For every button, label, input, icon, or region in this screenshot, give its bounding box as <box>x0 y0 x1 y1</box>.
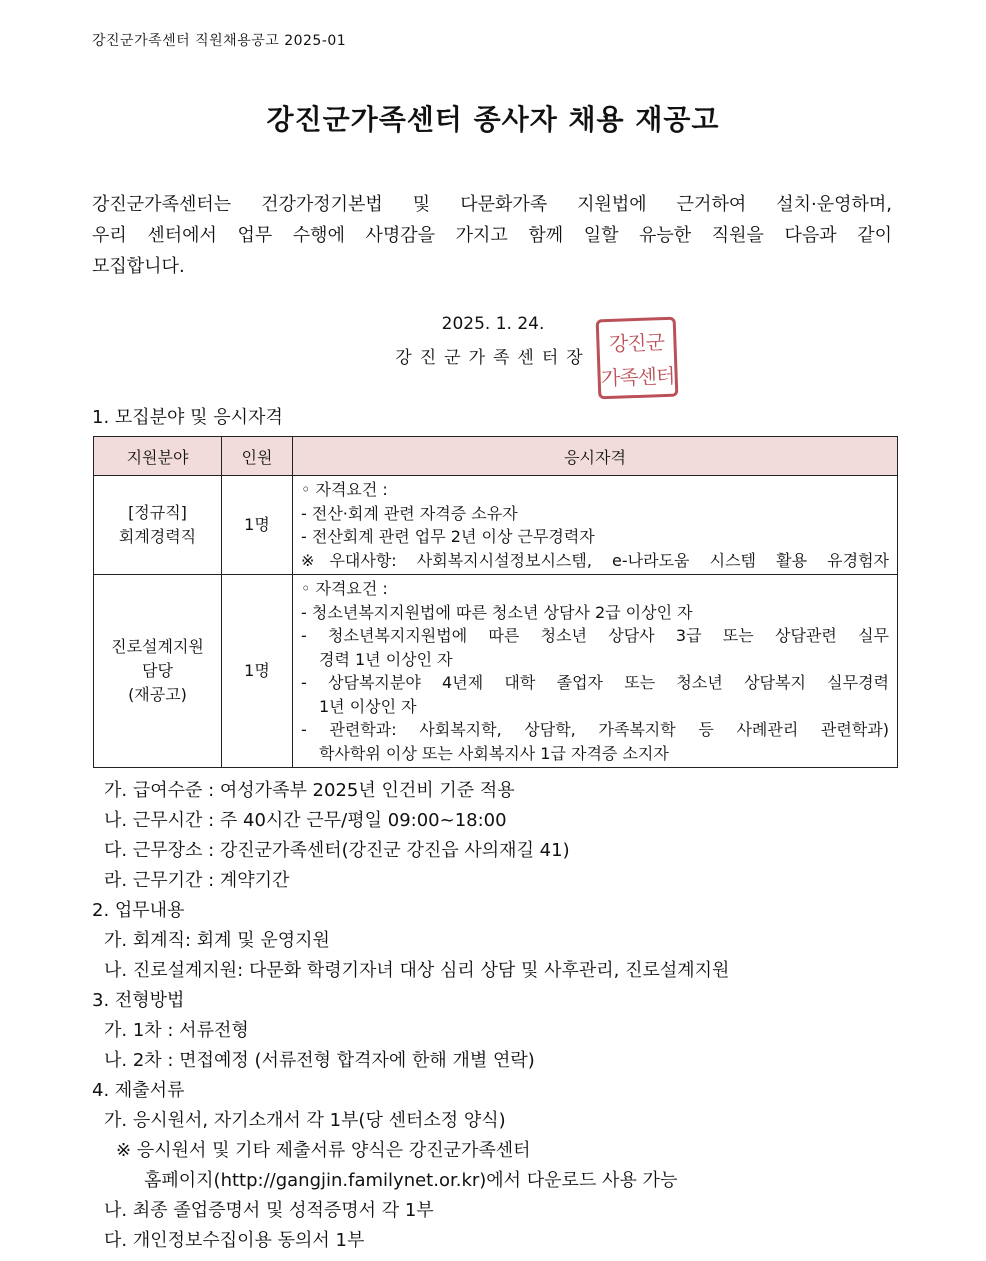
requirement-line: ◦ 자격요건 : <box>301 480 388 499</box>
intro-line: 모집합니다. <box>92 256 185 277</box>
requirement-line: 학사학위 이상 또는 사회복지사 1급 자격증 소지자 <box>319 743 669 763</box>
list-item: 다. 개인정보수집이용 동의서 1부 <box>104 1230 365 1251</box>
section-3-heading: 3. 전형방법 <box>92 990 185 1011</box>
intro-paragraph <box>92 189 892 282</box>
requirement-line: ◦ 자격요건 : <box>301 579 388 598</box>
requirement-line: ※우대사항: 사회복지시설정보시스템, e-나라도움 시스템 활용 유경험자 <box>301 550 889 570</box>
column-header-count: 인원 <box>222 437 293 476</box>
requirements-cell <box>293 575 898 768</box>
list-item: 가. 1차 : 서류전형 <box>104 1020 249 1041</box>
section-2-heading: 2. 업무내용 <box>92 900 185 921</box>
note-line: ※ 응시원서 및 기타 제출서류 양식은 강진군가족센터 <box>116 1140 531 1161</box>
requirement-line: - 전산·회계 관련 자격증 소유자 <box>301 503 518 523</box>
column-header-field: 지원분야 <box>94 437 222 476</box>
table-row <box>94 575 898 768</box>
requirement-line: 1년 이상인 자 <box>319 696 417 716</box>
table-header-row <box>94 437 898 476</box>
table-row <box>94 476 898 575</box>
requirement-line: 경력 1년 이상인 자 <box>319 649 453 669</box>
requirement-line: - 상담복지분야 4년제 대학 졸업자 또는 청소년 상담복지 실무경력 <box>301 673 889 692</box>
intro-line: 우리 센터에서 업무 수행에 사명감을 가지고 함께 일할 유능한 직원을 다음과 같이 <box>92 225 892 246</box>
column-header-requirements: 응시자격 <box>293 437 898 476</box>
requirement-line: - 전산회계 관련 업무 2년 이상 근무경력자 <box>301 527 595 546</box>
list-item: 나. 진로설계지원: 다문화 학령기자녀 대상 심리 상담 및 사후관리, 진로설계지원 <box>104 960 730 981</box>
field-cell: [정규직] 회계경력직 <box>94 476 222 575</box>
list-item: 나. 최종 졸업증명서 및 성적증명서 각 1부 <box>104 1200 434 1221</box>
list-item: 다. 근무장소 : 강진군가족센터(강진군 강진읍 사의재길 41) <box>104 840 570 861</box>
list-item: 라. 근무기간 : 계약기간 <box>104 870 290 891</box>
requirements-cell <box>293 476 898 575</box>
seal-text-line: 강진군 <box>608 330 665 356</box>
requirement-line: - 청소년복지지원법에 따른 청소년 상담사 2급 이상인 자 <box>301 602 693 622</box>
field-cell: 진로설계지원 담당 (재공고) <box>94 575 222 768</box>
section-1-heading: 1. 모집분야 및 응시자격 <box>92 407 283 428</box>
count-cell: 1명 <box>222 575 293 768</box>
count-cell: 1명 <box>222 476 293 575</box>
signer-name: 강진군가족센터장 <box>395 348 591 368</box>
qualification-table <box>93 436 898 768</box>
page-title: 강진군가족센터 종사자 채용 재공고 <box>266 103 720 136</box>
requirement-line: - 청소년복지지원법에 따른 청소년 상담사 3급 또는 상담관련 실무 <box>301 626 889 645</box>
document-reference-number: 강진군가족센터 직원채용공고 2025-01 <box>92 33 347 49</box>
official-seal-stamp <box>596 317 679 400</box>
list-item: 가. 회계직: 회계 및 운영지원 <box>104 930 330 951</box>
announcement-date: 2025. 1. 24. <box>441 314 545 334</box>
list-item: 나. 근무시간 : 주 40시간 근무/평일 09:00~18:00 <box>104 810 507 831</box>
homepage-note: 홈페이지(http://gangjin.familynet.or.kr)에서 다운로드 사용 가능 <box>144 1170 678 1191</box>
requirement-line: - 관련학과: 사회복지학, 상담학, 가족복지학 등 사례관리 관련학과) <box>301 720 889 739</box>
list-item: 가. 급여수준 : 여성가족부 2025년 인건비 기준 적용 <box>104 780 515 801</box>
intro-line: 강진군가족센터는 건강가정기본법 및 다문화가족 지원법에 근거하여 설치·운영하며, <box>92 194 892 215</box>
section-4-heading: 4. 제출서류 <box>92 1080 185 1101</box>
list-item: 나. 2차 : 면접예정 (서류전형 합격자에 한해 개별 연락) <box>104 1050 535 1071</box>
seal-text-line: 가족센터 <box>600 363 675 391</box>
list-item: 가. 응시원서, 자기소개서 각 1부(당 센터소정 양식) <box>104 1110 506 1131</box>
